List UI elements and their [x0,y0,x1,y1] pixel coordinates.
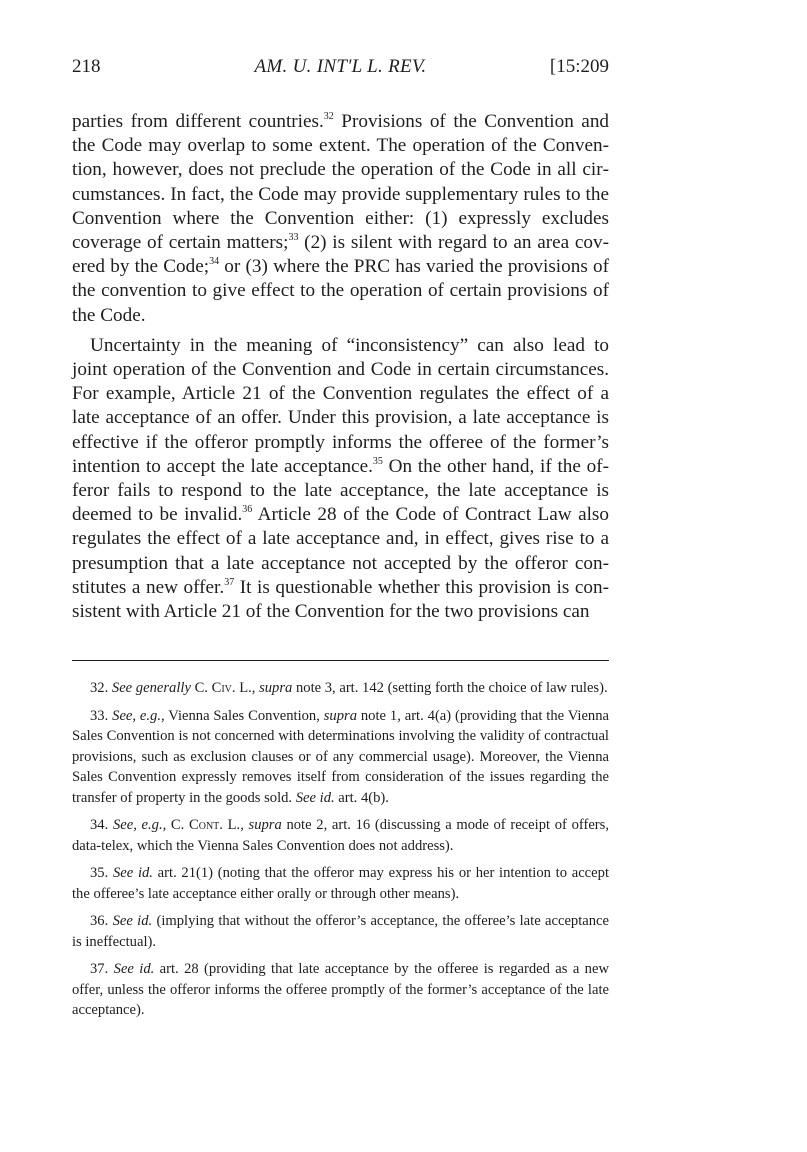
footnote-marker-32: 32 [323,111,334,122]
footnote-text: Vienna Sales Convention, [164,707,324,724]
footnote-number: 33. [90,707,109,724]
footnote-text: . L., [231,680,260,697]
footnote-34 [72,815,609,856]
footnote-text: C. [190,680,212,697]
footnote-text: art. 21(1) (noting that the offeror may express his or her intention to accept the offeree’s late acceptance either orally or through other means). [72,865,609,902]
footnote-32 [72,678,609,699]
paragraph-text: Provisions of the Convention and the Code may overlap to some extent. The operation of the Convention, however, does not preclude the operation of the Code in all circumstances. In fact, the Code may provide supplementary rules to the Convention where the Convention either: (1) expressly excludes coverage of certain matters; [72,111,610,254]
footnote-number: 34. [90,817,109,834]
footnote-marker-34: 34 [209,256,220,268]
footnote-number: 37. [90,961,109,978]
supra: supra [259,680,293,697]
footnote-number: 35. [90,865,109,882]
paragraph-text: or (3) where the PRC has varied the provisions of the convention to give effect to the operation of certain provisions of the Code. [72,256,609,326]
paragraph-1 [72,110,609,328]
footnote-marker-36: 36 [242,504,253,516]
footnote-number: 36. [90,913,109,930]
signal: See id. [113,961,155,978]
main-text [72,110,609,624]
footnote-text: (implying that without the offeror’s acceptance, the offeree’s late acceptance is ineffectual). [72,913,609,950]
supra: supra [248,817,282,834]
footnote-divider [72,660,609,661]
footnote-text: . L., [219,817,249,834]
paragraph-text: Uncertainty in the meaning of “inconsistency” can also lead to joint operation of the Convention and Code in certain circumstances. For example, Article 21 of the Convention regulates the effect of a late acceptance of an offer. Under this provision, a late acceptance is effective if the offeror promptly informs the offeree of the former’s intention to accept the late acceptance. [72,334,609,477]
footnote-marker-35: 35 [372,455,383,467]
code-abbrev: Cont [189,817,220,834]
footnote-37 [72,959,609,1021]
paragraph-2 [72,334,609,624]
footnotes [72,678,609,1021]
supra: supra [323,707,357,724]
signal: See, e.g., [112,817,167,834]
signal: See, e.g., [112,707,165,724]
paragraph-text: parties from different countries. [72,111,324,132]
signal: See id. [295,789,335,806]
footnote-text: art. 28 (providing that late acceptance by the offeree is regarded as a new offer, unless the offeror informs the offeree promptly of the former’s acceptance of the late acceptance). [72,961,610,1019]
signal: See generally [111,680,191,697]
page-number: 218 [72,56,101,77]
footnote-number: 32. [90,680,109,697]
paragraph-text: (2) is silent with regard to an area covered by the Code; [72,232,609,278]
footnote-marker-37: 37 [224,576,235,588]
footnote-33 [72,706,609,809]
footnote-text: note 3, art. 142 (setting forth the choice of law rules). [292,680,608,697]
footnote-text: C. [166,817,189,834]
footnote-36 [72,911,609,952]
code-abbrev: Civ [211,680,232,697]
paragraph-text: It is questionable whether this provision is consistent with Article 21 of the Convention for the two provisions can [72,576,609,623]
footnote-text: art. 4(b). [334,789,389,806]
journal-title: AM. U. INT'L L. REV. [254,56,427,77]
footnote-text: note 1, art. 4(a) (providing that the Vienna Sales Convention is not concerned with determinations involving the validity of contractual provisions, such as exclusion clauses or of any commercial usage). Moreover, the Vienna Sales Convention expressly removes itself from consideration of the issues regarding the transfer of property in the goods sold. [72,707,609,806]
footnote-35 [72,863,609,904]
footnote-text: note 2, art. 16 (discussing a mode of receipt of offers, data-telex, which the Vienna Sales Convention does not address). [72,817,609,854]
paragraph-text: On the other hand, if the offeror fails to respond to the late acceptance, the late acceptance is deemed to be invalid. [72,455,609,526]
volume-citation: [15:209 [549,56,609,77]
running-header [72,56,609,86]
signal: See id. [112,913,153,930]
signal: See id. [112,865,153,882]
paragraph-text: Article 28 of the Code of Contract Law also regulates the effect of a late acceptance and, in effect, gives rise to a presumption that a late acceptance not accepted by the offeror constitutes a new offer. [72,504,609,598]
page [72,56,609,1028]
footnote-marker-33: 33 [288,232,299,244]
